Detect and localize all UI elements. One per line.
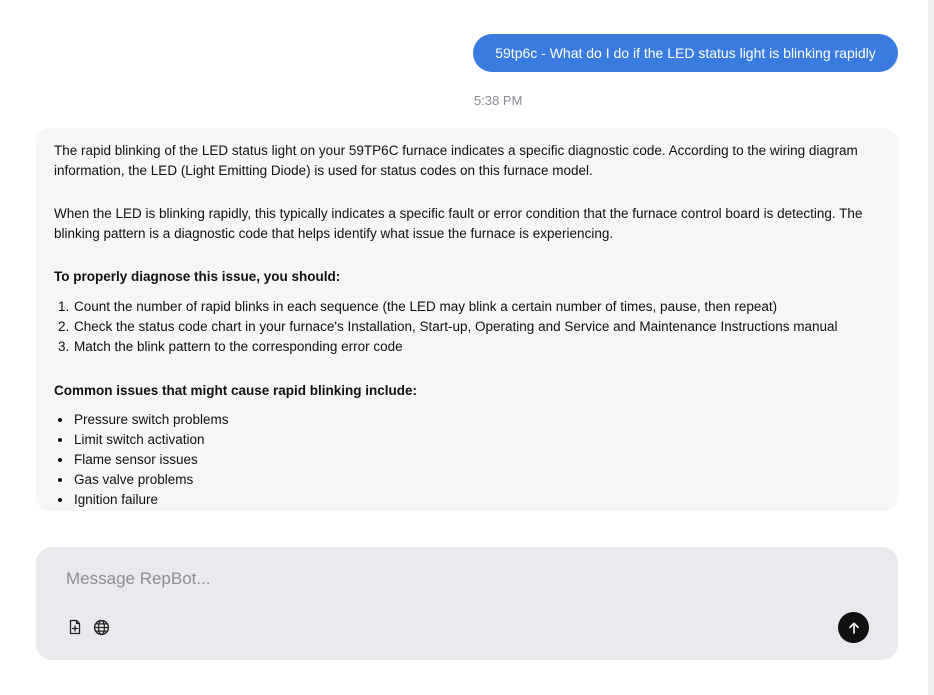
list-item: 3. Match the blink pattern to the corresponding error code <box>73 337 880 357</box>
message-composer <box>36 547 898 660</box>
issues-heading: Common issues that might cause rapid blinking include: <box>54 382 418 398</box>
globe-icon[interactable] <box>91 617 111 637</box>
steps-heading: To properly diagnose this issue, you should: <box>54 269 341 284</box>
response-paragraph-2: When the LED is blinking rapidly, this typically indicates a specific fault or error condition that the furnace control board is detecting. The blinking pattern is a diagnostic code that helps identify what issue the furnace is experiencing. <box>54 206 863 241</box>
issues-list <box>54 410 880 510</box>
scrollbar-track[interactable] <box>928 0 934 695</box>
response-paragraph-1: The rapid blinking of the LED status light on your 59TP6C furnace indicates a specific diagnostic code. According to the wiring diagram information, the LED (Light Emitting Diode) is used for status codes on this furnace model. <box>54 143 858 178</box>
message-input[interactable] <box>64 565 828 593</box>
list-item: 1. Count the number of rapid blinks in each sequence (the LED may blink a certain number of times, pause, then repeat) <box>73 297 880 317</box>
file-plus-icon[interactable] <box>65 617 85 637</box>
list-item: • Ignition failure <box>73 490 880 510</box>
send-button[interactable] <box>838 612 869 643</box>
list-item: • Flame sensor issues <box>73 450 880 470</box>
arrow-up-icon <box>847 621 861 635</box>
bot-response-card <box>36 128 898 511</box>
list-item: • Limit switch activation <box>73 430 880 450</box>
message-timestamp: 5:38 PM <box>474 93 523 108</box>
steps-list <box>54 297 880 357</box>
list-item: • Gas valve problems <box>73 470 880 490</box>
user-message-bubble <box>473 34 898 72</box>
user-message-text: 59tp6c - What do I do if the LED status light is blinking rapidly <box>495 45 876 61</box>
list-item: • Pressure switch problems <box>73 410 880 430</box>
list-item: 2. Check the status code chart in your furnace's Installation, Start-up, Operating and Service and Maintenance Instructions manual <box>73 317 880 337</box>
